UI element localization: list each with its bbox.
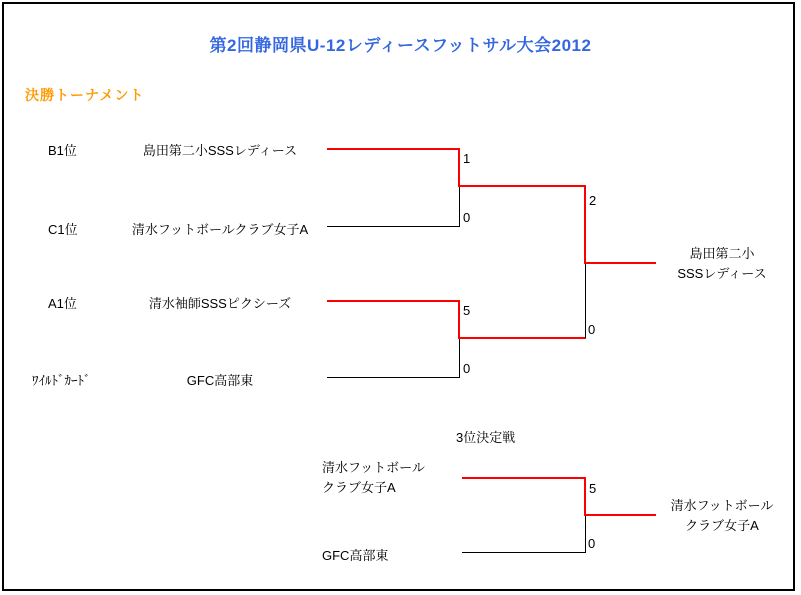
sf2-top-vertical-line [458,300,460,339]
third-place-team-top-line2: クラブ女子A [322,480,396,495]
final-score-top: 2 [589,193,597,208]
tp-top-entry-line [462,477,586,479]
third-place-team-top-line1: 清水フットボール [322,460,425,475]
tp-top-vertical-line [584,477,586,516]
third-place-team-bottom: GFC高部東 [322,548,389,563]
tp-score-top: 5 [589,481,597,496]
seed-a1: A1位 [48,296,77,311]
third-place-winner-line2: クラブ女子A [685,518,759,533]
team-gfc-takabe-higashi: GFC高部東 [186,373,254,388]
sf1-bottom-entry-line [327,226,459,227]
tp-winner-line [584,514,656,516]
seed-b1: B1位 [48,143,77,158]
sf1-score-top: 1 [463,151,471,166]
sf2-top-entry-line [327,300,460,302]
third-place-team-top [322,458,425,498]
page-title: 第2回静岡県U-12レディースフットサル大会2012 [209,36,592,55]
final-bottom-vertical-line [585,264,586,338]
sf2-score-top: 5 [463,303,471,318]
seed-c1: C1位 [48,222,78,237]
team-shimada-daini: 島田第二小SSSレディース [142,143,298,158]
section-heading: 決勝トーナメント [25,87,145,103]
sf1-winner-line [458,185,586,187]
sf2-winner-line [458,337,586,339]
final-winner-line [584,262,656,264]
third-place-winner-name [652,496,792,536]
seed-wildcard: ﾜｲﾙﾄﾞｶｰﾄﾞ [32,373,91,388]
sf2-bottom-vertical-line [459,338,460,378]
team-shimizu-fc-joshi-a: 清水フットボールクラブ女子A [131,222,309,237]
champion-name-line2: SSSレディース [677,266,767,281]
final-top-vertical-line [584,185,586,264]
sf2-bottom-entry-line [327,377,459,378]
champion-name [652,244,792,284]
sf1-top-entry-line [327,148,460,150]
team-shimizu-sodeshi: 清水袖師SSSピクシーズ [148,296,292,311]
sf1-bottom-vertical-line [459,187,460,227]
final-score-bottom: 0 [588,322,596,337]
tp-bottom-vertical-line [585,516,586,553]
third-place-winner-line1: 清水フットボール [670,498,774,513]
tp-bottom-entry-line [462,552,585,553]
champion-name-line1: 島田第二小 [689,246,755,261]
tp-score-bottom: 0 [588,536,596,551]
sf2-score-bottom: 0 [463,361,471,376]
sf1-top-vertical-line [458,148,460,187]
third-place-title: 3位決定戦 [456,430,516,445]
sf1-score-bottom: 0 [463,210,471,225]
